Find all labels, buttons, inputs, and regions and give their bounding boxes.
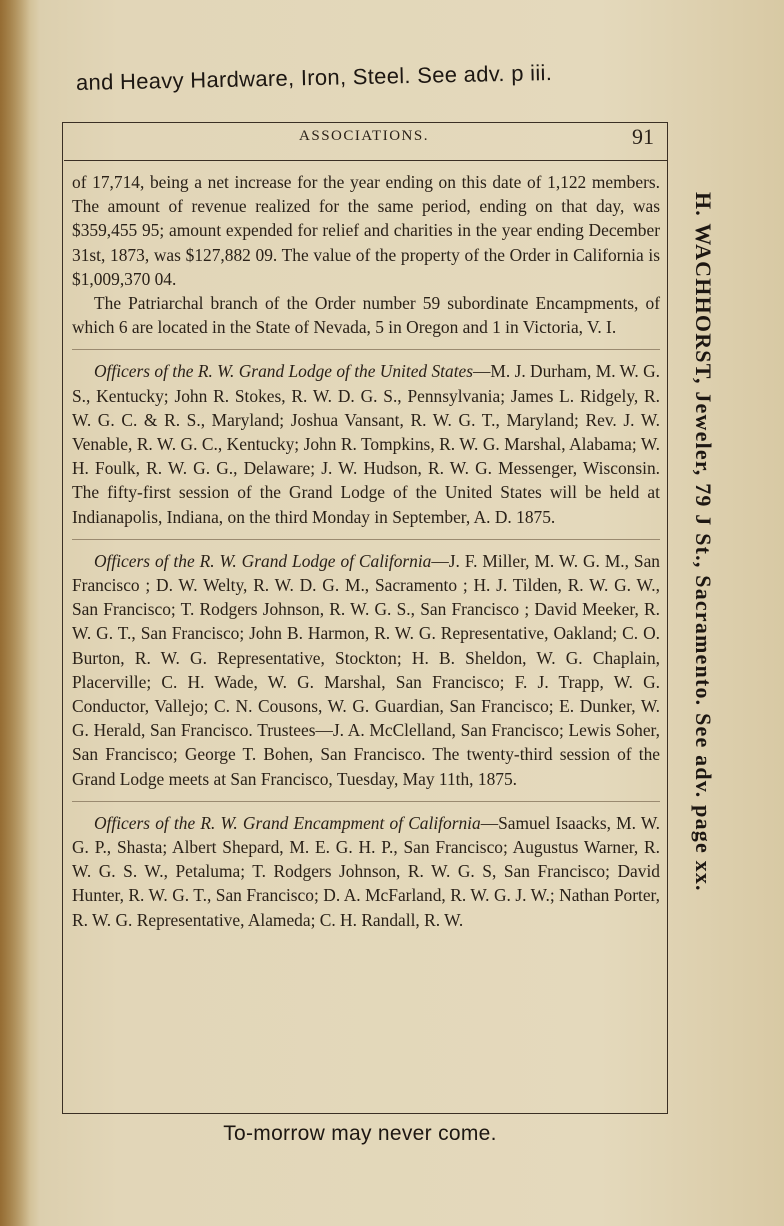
top-advertisement: and Heavy Hardware, Iron, Steel. See adv. p iii. (75, 60, 553, 95)
paragraph-revenue: of 17,714, being a net increase for the year ending on this date of 1,122 members. The amount of revenue realized for the same period, ending on that day, was $359,455 95; amount expended for relief and charities in the year ending December 31st, 1873, was $127,882 09. The value of the property of the Order in California is $1,009,370 04. (72, 172, 660, 289)
head-rule (64, 160, 668, 161)
paragraph-body: —Samuel Isaacks, M. W. G. P., Shasta; Albert Shepard, M. E. G. H. P., San Francisco; Augustus Warner, R. W. G. S. W., Petaluma; T. Rodgers Johnson, R. W. G. S, San Francisco; David Hunter, R. W. G. T., San Francisco; D. A. McFarland, R. W. G. J. W.; Nathan Porter, R. W. G. Representative, Alameda; C. H. Randall, R. W. (72, 812, 660, 930)
paragraph-lead: Officers of the R. W. Grand Lodge of California (94, 550, 432, 571)
running-head (64, 124, 664, 158)
paragraph-grand-encampment (72, 811, 660, 932)
paragraph-body: —J. F. Miller, M. W. G. M., San Francisco ; D. W. Welty, R. W. D. G. M., Sacramento ; H. J. Tilden, R. W. G. W., San Francisco; T. Rodgers Johnson, R. W. G. S., San Francisco ; David Meeker, R. W. G. T., San Francisco; John B. Harmon, R. W. G. Representative, Oakland; C. O. Burton, R. W. G. Representative, Stockton; H. B. Sheldon, W. G. Chaplain, Placerville; C. H. Wade, W. G. Marshal, San Francisco; F. J. Trapp, W. G. Conductor, Vallejo; C. N. Cousons, W. G. Guardian, San Francisco; E. Dunker, W. G. Herald, San Francisco. Trustees—J. A. McClelland, San Francisco; Lewis Soher, San Francisco; George T. Bohen, San Francisco. The twenty-third session of the Grand Lodge meets at San Francisco, Tuesday, May 11th, 1875. (72, 550, 660, 789)
section-divider (72, 539, 660, 540)
body-text (72, 170, 660, 932)
paragraph-patriarchal-branch: The Patriarchal branch of the Order number 59 subordinate Encampments, of which 6 are located in the State of Nevada, 5 in Oregon and 1 in Victoria, V. I. (72, 293, 660, 338)
paragraph-body: —M. J. Durham, M. W. G. S., Kentucky; John R. Stokes, R. W. D. G. S., Pennsylvania; James L. Ridgely, R. W. G. C. & R. S., Maryland; Joshua Vansant, R. W. G. T., Maryland; Rev. J. W. Venable, R. W. G. C., Kentucky; John R. Tompkins, R. W. G. Marshal, Alabama; W. H. Foulk, R. W. G. G., Delaware; J. W. Hudson, R. W. G. Messenger, Wisconsin. The fifty-first session of the Grand Lodge of the United States will be held at Indianapolis, Indiana, on the third Monday in September, A. D. 1875. (72, 361, 660, 527)
section-divider (72, 801, 660, 802)
paragraph-lead: Officers of the R. W. Grand Encampment of California (94, 812, 481, 833)
side-advertisement: H. WACHHORST, Jeweler, 79 J St., Sacramento. See adv. page xx. (691, 192, 716, 892)
bottom-advertisement: To-morrow may never come. (223, 1122, 497, 1145)
running-head-title: ASSOCIATIONS. (299, 128, 429, 144)
paragraph-lead: Officers of the R. W. Grand Lodge of the United States (94, 361, 474, 382)
section-divider (72, 349, 660, 350)
paragraph-us-grand-lodge (72, 359, 660, 528)
paragraph-california-grand-lodge (72, 549, 660, 791)
spine-shadow (0, 0, 30, 1226)
page-number: 91 (632, 124, 654, 149)
